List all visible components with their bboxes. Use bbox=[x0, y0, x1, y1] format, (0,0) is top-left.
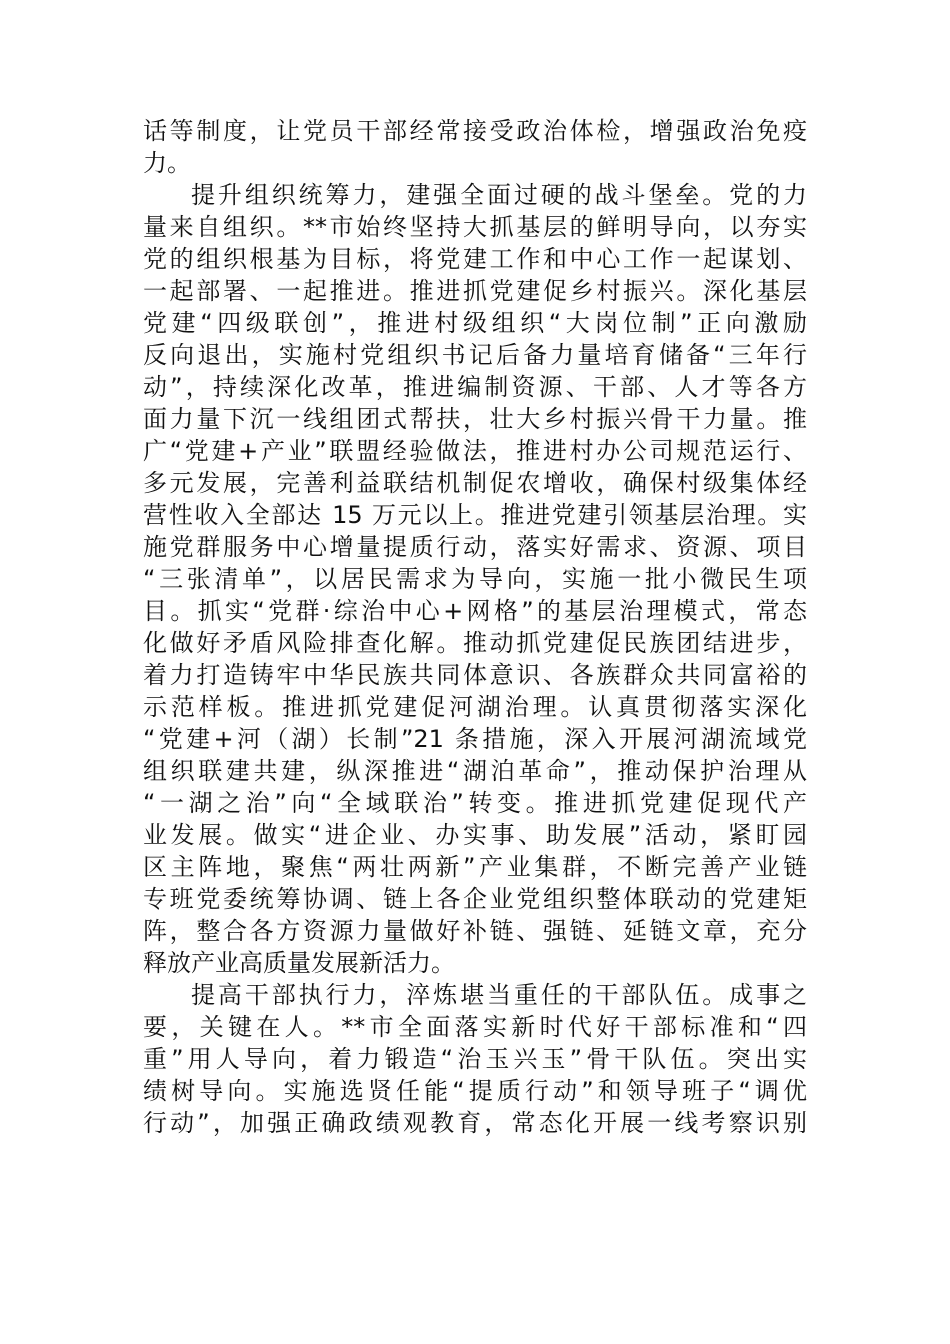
text-line: 营性收入全部达 15 万元以上。推进党建引领基层治理。实 bbox=[143, 501, 807, 529]
text-line: 化做好矛盾风险排查化解。推动抓党建促民族团结进步， bbox=[143, 629, 807, 657]
text-line: 要，关键在人。**市全面落实新时代好干部标准和“四 bbox=[143, 1013, 807, 1041]
document-body bbox=[143, 115, 807, 1139]
text-line: “一湖之治”向“全域联治”转变。推进抓党建促现代产 bbox=[143, 789, 807, 817]
text-line: 专班党委统筹协调、链上各企业党组织整体联动的党建矩 bbox=[143, 885, 807, 913]
text-line: 行动”，加强正确政绩观教育，常态化开展一线考察识别 bbox=[143, 1109, 807, 1137]
text-line: 释放产业高质量发展新活力。 bbox=[143, 949, 455, 977]
text-line: 多元发展，完善利益联结机制促农增收，确保村级集体经 bbox=[143, 469, 807, 497]
text-line: 一起部署、一起推进。推进抓党建促乡村振兴。深化基层 bbox=[143, 277, 807, 305]
text-line: 组织联建共建，纵深推进“湖泊革命”，推动保护治理从 bbox=[143, 757, 807, 785]
text-line: 广“党建+产业”联盟经验做法，推进村办公司规范运行、 bbox=[143, 437, 807, 465]
text-line: 提高干部执行力，淬炼堪当重任的干部队伍。成事之 bbox=[191, 981, 807, 1009]
text-line: 重”用人导向，着力锻造“治玉兴玉”骨干队伍。突出实 bbox=[143, 1045, 807, 1073]
paragraph-2 bbox=[143, 179, 807, 979]
text-line: 提升组织统筹力，建强全面过硬的战斗堡垒。党的力 bbox=[191, 181, 807, 209]
text-line: 阵，整合各方资源力量做好补链、强链、延链文章，充分 bbox=[143, 917, 807, 945]
text-line: 区主阵地，聚焦“两壮两新”产业集群，不断完善产业链 bbox=[143, 853, 807, 881]
text-line: 党建“四级联创”，推进村级组织“大岗位制”正向激励 bbox=[143, 309, 807, 337]
text-line: 绩树导向。实施选贤任能“提质行动”和领导班子“调优 bbox=[143, 1077, 807, 1105]
text-line: “三张清单”，以居民需求为导向，实施一批小微民生项 bbox=[143, 565, 807, 593]
text-line: 话等制度，让党员干部经常接受政治体检，增强政治免疫 bbox=[143, 117, 807, 145]
text-line: 着力打造铸牢中华民族共同体意识、各族群众共同富裕的 bbox=[143, 661, 807, 689]
text-line: 反向退出，实施村党组织书记后备力量培育储备“三年行 bbox=[143, 341, 807, 369]
text-line: 目。抓实“党群·综治中心+网格”的基层治理模式，常态 bbox=[143, 597, 807, 625]
text-line: 施党群服务中心增量提质行动，落实好需求、资源、项目 bbox=[143, 533, 807, 561]
text-line: 业发展。做实“进企业、办实事、助发展”活动，紧盯园 bbox=[143, 821, 807, 849]
text-line: 面力量下沉一线组团式帮扶，壮大乡村振兴骨干力量。推 bbox=[143, 405, 807, 433]
text-line: 力。 bbox=[143, 149, 191, 177]
text-line: 动”，持续深化改革，推进编制资源、干部、人才等各方 bbox=[143, 373, 807, 401]
text-line: 党的组织根基为目标，将党建工作和中心工作一起谋划、 bbox=[143, 245, 807, 273]
text-line: 量来自组织。**市始终坚持大抓基层的鲜明导向，以夯实 bbox=[143, 213, 807, 241]
paragraph-3 bbox=[143, 979, 807, 1139]
text-line: 示范样板。推进抓党建促河湖治理。认真贯彻落实深化 bbox=[143, 693, 807, 721]
paragraph-1 bbox=[143, 115, 807, 179]
text-line: “党建+河（湖）长制”21 条措施，深入开展河湖流域党 bbox=[143, 725, 807, 753]
